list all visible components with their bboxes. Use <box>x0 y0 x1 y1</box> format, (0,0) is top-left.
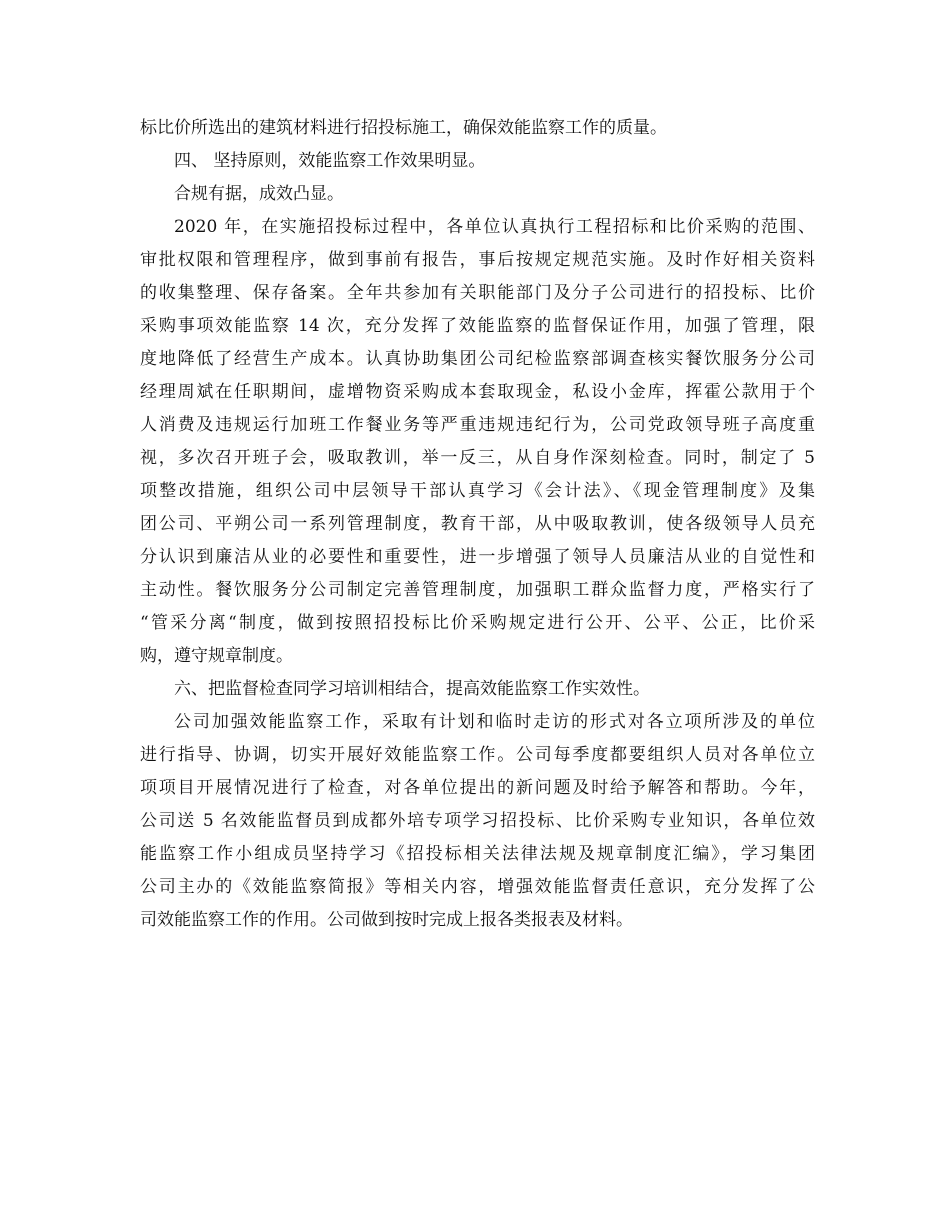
text-line: 采购事项效能监察 14 次，充分发挥了效能监察的监督保证作用，加强了管理，限 <box>140 316 815 336</box>
text-line: 主动性。餐饮服务分公司制定完善管理制度，加强职工群众监督力度，严格实行了 <box>140 580 815 600</box>
text-line: 分认识到廉洁从业的必要性和重要性，进一步增强了领导人员廉洁从业的自觉性和 <box>140 547 815 567</box>
text-line: 公司加强效能监察工作，采取有计划和临时走访的形式对各立项所涉及的单位 <box>174 712 815 732</box>
text-line: 人消费及违规运行加班工作餐业务等严重违规违纪行为，公司党政领导班子高度重 <box>140 415 815 435</box>
text-line: 公司送 5 名效能监督员到成都外培专项学习招投标、比价采购专业知识，各单位效 <box>140 811 815 831</box>
text-line: 度地降低了经营生产成本。认真协助集团公司纪检监察部调查核实餐饮服务分公司 <box>140 349 815 369</box>
text-line: 能监察工作小组成员坚持学习《招投标相关法律法规及规章制度汇编》，学习集团 <box>140 844 815 864</box>
text-line: 进行指导、协调，切实开展好效能监察工作。公司每季度都要组织人员对各单位立 <box>140 745 815 765</box>
text-line: 合规有据，成效凸显。 <box>174 184 344 204</box>
text-line: “管采分离“制度，做到按照招投标比价采购规定进行公开、公平、公正，比价采 <box>140 613 815 633</box>
text-line: 项整改措施，组织公司中层领导干部认真学习《会计法》、《现金管理制度》及集 <box>140 481 815 501</box>
text-line: 公司主办的《效能监察简报》等相关内容，增强效能监督责任意识，充分发挥了公 <box>140 877 815 897</box>
text-line: 2020 年，在实施招投标过程中，各单位认真执行工程招标和比价采购的范围、 <box>174 217 815 237</box>
text-line: 司效能监察工作的作用。公司做到按时完成上报各类报表及材料。 <box>140 910 633 930</box>
text-line: 的收集整理、保存备案。全年共参加有关职能部门及分子公司进行的招投标、比价 <box>140 283 815 303</box>
text-line: 标比价所选出的建筑材料进行招投标施工，确保效能监察工作的质量。 <box>140 118 667 138</box>
section-heading: 四、 坚持原则，效能监察工作效果明显。 <box>174 151 486 171</box>
text-line: 经理周斌在任职期间，虚增物资采购成本套取现金，私设小金库，挥霍公款用于个 <box>140 382 815 402</box>
section-heading: 六、把监督检查同学习培训相结合，提高效能监察工作实效性。 <box>174 679 650 699</box>
text-line: 团公司、平朔公司一系列管理制度，教育干部，从中吸取教训，使各级领导人员充 <box>140 514 815 534</box>
text-line: 视，多次召开班子会，吸取教训，举一反三，从自身作深刻检查。同时，制定了 5 <box>140 448 815 468</box>
text-line: 项项目开展情况进行了检查，对各单位提出的新问题及时给予解答和帮助。今年， <box>140 778 815 798</box>
text-line: 购，遵守规章制度。 <box>140 646 293 666</box>
document-body <box>140 112 815 937</box>
text-line: 审批权限和管理程序，做到事前有报告，事后按规定规范实施。及时作好相关资料 <box>140 250 815 270</box>
